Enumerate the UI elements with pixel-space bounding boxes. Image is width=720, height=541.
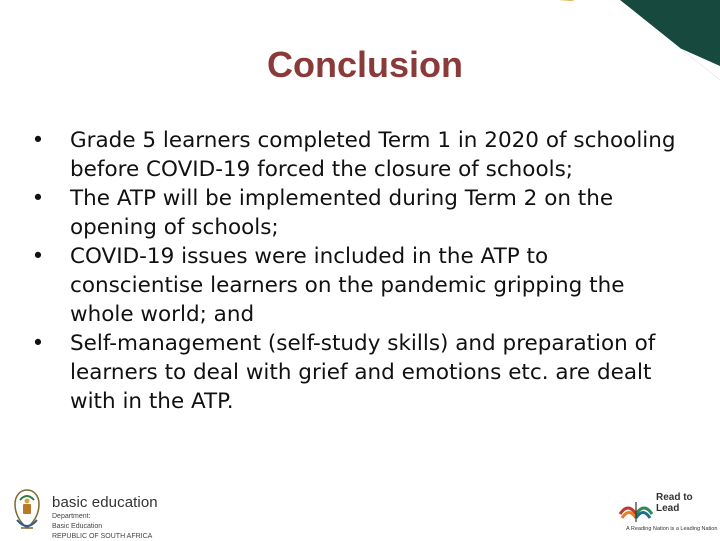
read-to-lead-label: Read to Lead [656, 492, 693, 514]
coat-of-arms-icon [10, 488, 44, 534]
slide-title: Conclusion [267, 44, 463, 85]
brand-basic-education: Basic Education [52, 523, 103, 530]
read-to-lead-logo [612, 488, 716, 534]
read-to-lead-tagline: A Reading Nation is a Leading Nation [626, 526, 718, 532]
bullet-marker: • [31, 331, 45, 356]
bullet-text: COVID-19 issues were included in the ATP to conscientise learners on the pandemic gripping the whole world; and [70, 244, 625, 327]
bullet-marker: • [31, 186, 45, 211]
bullet-item [28, 184, 688, 242]
bullet-item [28, 329, 688, 416]
bullet-marker: • [31, 128, 45, 153]
open-book-icon [616, 492, 656, 524]
bullet-text: The ATP will be implemented during Term 2 on the opening of schools; [70, 186, 614, 240]
bullet-item [28, 126, 688, 184]
bullet-item [28, 242, 688, 329]
bullet-text: Grade 5 learners completed Term 1 in 2020 of schooling before COVID-19 forced the closure of schools; [70, 128, 676, 182]
brand-block [52, 494, 158, 541]
brand-department: Department: [52, 513, 91, 520]
bullet-marker: • [31, 244, 45, 269]
bullet-text: Self-management (self-study skills) and preparation of learners to deal with grief and emotions etc. are dealt with in the ATP. [70, 331, 656, 414]
bullet-list [28, 126, 688, 416]
basic-education-logo [10, 488, 210, 540]
brand-country: REPUBLIC OF SOUTH AFRICA [52, 533, 153, 540]
brand-name: basic education [52, 494, 158, 511]
